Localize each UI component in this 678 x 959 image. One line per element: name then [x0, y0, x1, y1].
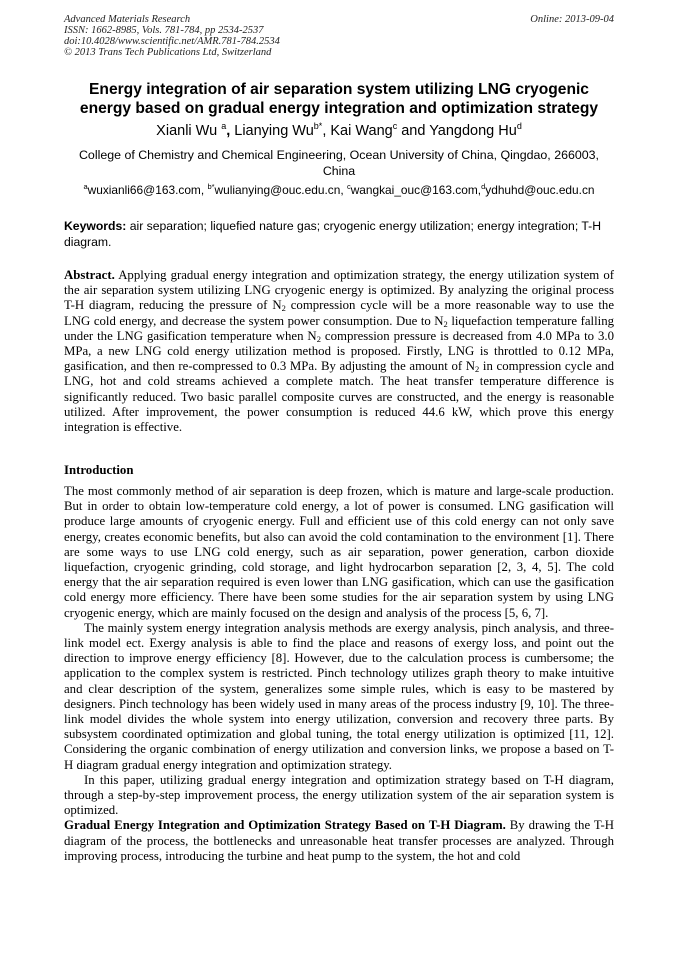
author-name: Kai Wang: [330, 123, 393, 139]
abstract-text: Applying gradual energy integration and optimization strategy, the energy utilization system of the air separation system utilizing LNG cryogenic energy is optimized. By analyzing the original process T-H diagram, reducing the pressure of N: [64, 268, 614, 313]
subscript: 2: [443, 318, 448, 329]
author-sup: d: [516, 121, 522, 131]
author-separator: and: [397, 123, 430, 139]
journal-name: Advanced Materials Research: [64, 14, 191, 25]
abstract-label: Abstract.: [64, 268, 115, 282]
email-address[interactable]: wangkai_ouc@163.com: [350, 183, 478, 197]
email-sup: d: [481, 182, 486, 191]
section-heading-strategy: Gradual Energy Integration and Optimization Strategy Based on T-H Diagram.: [64, 818, 506, 833]
subscript: 2: [316, 333, 321, 344]
email-list: $^a$wuxianli66@163.com, $^{b*}$wulianying@ouc.edu.cn, $^c$wangkai_ouc@163.com,$^d$ydhuhd@ouc.edu.cn: [83, 182, 595, 197]
keywords: [64, 219, 614, 250]
author-name: Lianying Wu: [234, 123, 314, 139]
introduction-body: [64, 484, 614, 864]
author-list: [64, 122, 614, 140]
issn-line: ISSN: 1662-8985, Vols. 781-784, pp 2534-2537: [64, 25, 264, 36]
email-sup: a: [83, 182, 88, 191]
author-sup: a: [221, 121, 227, 131]
paragraph: The mainly system energy integration analysis methods are exergy analysis, pinch analysis, and three-link model ect. Exergy analysis is able to find the place and reasons of exergy loss, and point out the direction to improve energy efficiency [8]. However, due to the calculation process is cumbersome; the application to the complex system is restricted. Pinch technology utilizes graph theory to make intuitive and clear description of the system, generalizes some simple rules, which is easy to be mastered by designers. Pinch technology has been widely used in many areas of the process industry [9, 10]. The three-link model divides the whole system into energy utilization, conversion and recovery three parts. By subsystem coordinated optimization and global tuning, the total energy utilization is optimized [11, 12]. Considering the organic combination of energy utilization and conversion links, we propose a based on T-H diagram gradual energy integration and optimization strategy.: [64, 620, 614, 772]
email-address[interactable]: wuxianli66@163.com: [87, 183, 201, 197]
paragraph: In this paper, utilizing gradual energy integration and optimization strategy based on T-H diagram, through a step-by-step improvement process, the energy utilization system of the air separation system is optimized.: [64, 772, 614, 818]
paragraph: [64, 818, 614, 864]
author-separator: ,: [226, 123, 235, 139]
email-sup: b*: [207, 182, 215, 191]
email-sup: c: [346, 182, 351, 191]
abstract-text: liquefaction temperature falling under the LNG gasification temperature when N: [64, 313, 614, 343]
author-sup: b*: [313, 121, 323, 131]
email-address[interactable]: ydhuhd@ouc.edu.cn: [485, 183, 595, 197]
keywords-text: air separation; liquefied nature gas; cryogenic energy utilization; energy integration; T-H diagram.: [64, 219, 601, 249]
author-separator: ,: [322, 123, 331, 139]
abstract-text: compression cycle will be a more reasonable way to use the LNG cold energy, and decrease the system power consumption. Due to N: [64, 298, 614, 328]
subscript: 2: [475, 364, 480, 375]
section-text: By drawing the T-H diagram of the process, the bottlenecks and unreasonable heat transfer processes are analyzed. Through improving process, introducing the turbine and heat pump to the system, the hot and cold: [64, 818, 614, 863]
abstract-text: compression pressure is decreased from 4.0 MPa to 3.0 MPa, a new LNG cold energy utilization method is proposed. Firstly, LNG is throttled to 0.12 MPa, gasification, and then re-compressed to 0.3 MPa. By adjusting the amount of N: [64, 328, 614, 374]
doi-line: doi:10.4028/www.scientific.net/AMR.781-784.2534: [64, 36, 280, 47]
paper-title: Energy integration of air separation system utilizing LNG cryogenic energy based on gradual energy integration and optimization strategy: [79, 81, 599, 117]
keywords-label: Keywords:: [64, 219, 127, 233]
author-name: Yangdong Hu: [429, 123, 517, 139]
journal-header: [64, 14, 280, 58]
abstract: [64, 268, 614, 435]
subscript: 2: [281, 303, 286, 314]
email-address[interactable]: wulianying@ouc.edu.cn: [214, 183, 341, 197]
author-sup: c: [392, 121, 398, 131]
abstract-text: in compression cycle and LNG, hot and cold streams achieved a complete match. The heat transfer temperature difference is significantly reduced. Two basic parallel composite curves are constructed, and the energy is reasonable utilized. After improvement, the power consumption is reduced 44.6 kW, which prove this energy integration is effective.: [64, 359, 615, 435]
paragraph: The most commonly method of air separation is deep frozen, which is mature and large-scale production. But in order to obtain low-temperature cold energy, a lot of power is consumed. LNG gasification will produce large amounts of cryogenic energy. Full and efficient use of this cold energy can not only save energy, creates economic benefits, but also can avoid the cold contamination to the environment [1]. There are some ways to use LNG cold energy, such as air separation, power generation, carbon dioxide liquefaction, cryogenic grinding, cold storage, and light hydrocarbon separation [2, 3, 4, 5]. The cold energy that the air separation required is even lower than LNG gasification, which can use the gasification cold energy more efficiency. There have been some studies for the air separation system by using LNG cryogenic energy, which are mainly focused on the design and analysis of the process [5, 6, 7].: [64, 484, 614, 620]
online-date: Online: 2013-09-04: [530, 14, 614, 25]
copyright-line: © 2013 Trans Tech Publications Ltd, Switzerland: [64, 47, 272, 58]
author-name: Xianli Wu: [156, 123, 218, 139]
affiliation: College of Chemistry and Chemical Engineering, Ocean University of China, Qingdao, 266003, China: [78, 148, 599, 178]
section-heading-introduction: Introduction: [64, 463, 134, 477]
